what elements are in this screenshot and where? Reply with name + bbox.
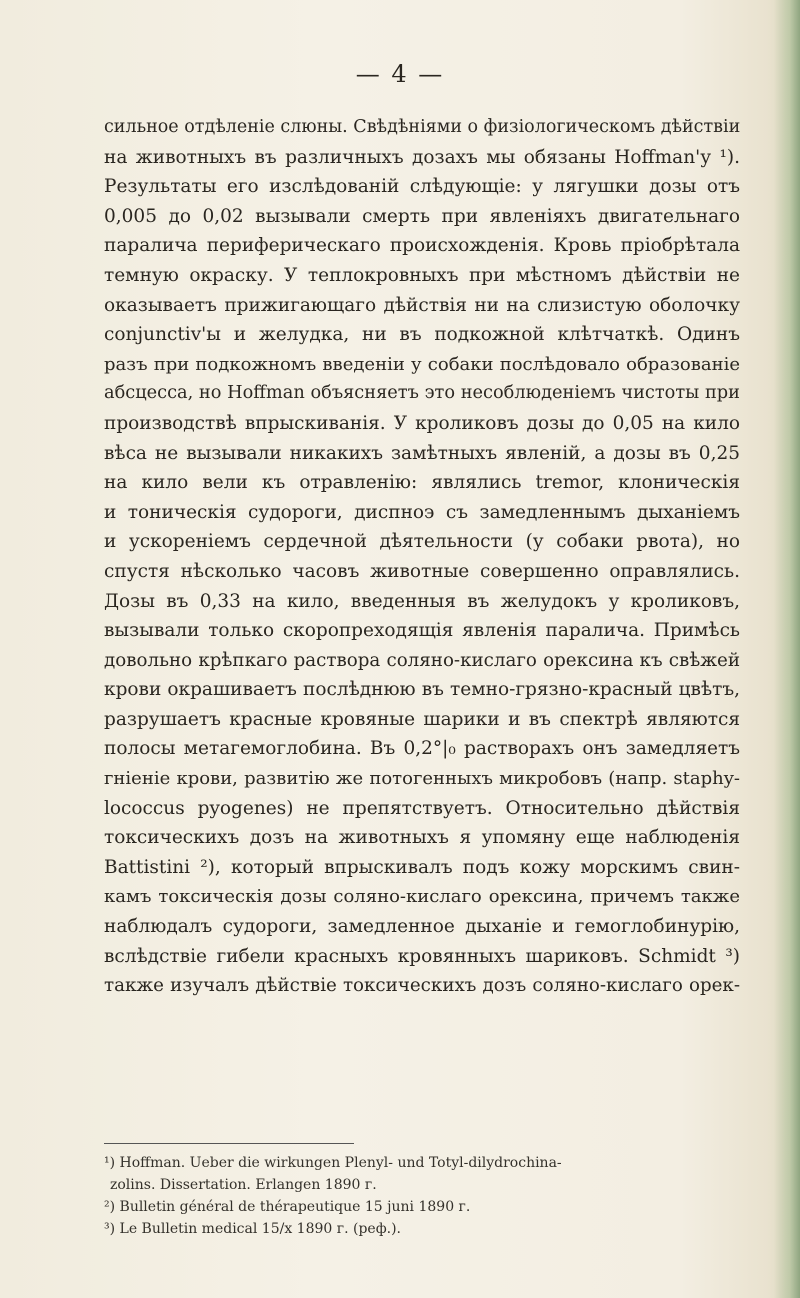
footnote-rule bbox=[104, 1143, 354, 1144]
text-line: оказываетъ прижигающаго дѣйствія ни на слизистую оболочку bbox=[104, 294, 740, 316]
text-line: паралича периферическаго происхожденія. Кровь пріобрѣтала bbox=[104, 235, 740, 257]
text-line: вѣса не вызывали никакихъ замѣтныхъ явленій, а дозы въ 0,25 bbox=[104, 442, 740, 464]
text-line: Battistini ²), который впрыскивалъ подъ кожу морскимъ свин- bbox=[104, 856, 740, 878]
text-line: разрушаетъ красные кровяные шарики и въ спектрѣ являются bbox=[104, 708, 740, 730]
footnote-1-continued: zolins. Dissertation. Erlangen 1890 г. bbox=[110, 1177, 377, 1193]
text-line: вслѣдствіе гибели красныхъ кровянныхъ шариковъ. Schmidt ³) bbox=[104, 945, 740, 967]
text-line: Результаты его изслѣдованій слѣдующіе: у лягушки дозы отъ bbox=[104, 176, 740, 198]
footnote-1: ¹) Hoffman. Ueber die wirkungen Plenyl- und Totyl-dilydrochina- bbox=[104, 1155, 562, 1171]
footnote-2: ²) Bulletin général de thérapeutique 15 juni 1890 г. bbox=[104, 1199, 471, 1215]
text-line: полосы метагемоглобина. Въ 0,2°|₀ растворахъ онъ замедляетъ bbox=[104, 738, 740, 760]
text-line: спустя нѣсколько часовъ животные совершенно оправлялись. bbox=[104, 560, 740, 582]
text-line: lococcus pyogenes) не препятствуетъ. Относительно дѣйствія bbox=[104, 797, 740, 819]
page-edge-shadow bbox=[774, 0, 800, 1298]
text-line: вызывали только скоропреходящія явленія паралича. Примѣсь bbox=[104, 620, 740, 642]
text-line: также изучалъ дѣйствіе токсическихъ дозъ соляно-кислаго орек- bbox=[104, 975, 740, 997]
text-line: довольно крѣпкаго раствора соляно-кислаго орексина къ свѣжей bbox=[104, 649, 740, 671]
text-line: производствѣ впрыскиванія. У кроликовъ дозы до 0,05 на кило bbox=[104, 412, 740, 434]
text-line: на кило вели къ отравленію: являлись tremor, клоническія bbox=[104, 472, 740, 494]
text-line: на животныхъ въ различныхъ дозахъ мы обязаны Hoffman'у ¹). bbox=[104, 146, 740, 168]
text-line: абсцесса, но Hoffman объясняетъ это несоблюденіемъ чистоты при bbox=[104, 383, 740, 404]
text-line: крови окрашиваетъ послѣднюю въ темно-грязно-красный цвѣтъ, bbox=[104, 679, 740, 701]
text-line: темную окраску. У теплокровныхъ при мѣстномъ дѣйствіи не bbox=[104, 264, 740, 286]
text-line: камъ токсическія дозы соляно-кислаго орексина, причемъ также bbox=[104, 886, 740, 908]
footnotes bbox=[104, 1152, 740, 1240]
text-line: и тоническія судороги, диспноэ съ замедленнымъ дыханіемъ bbox=[104, 501, 740, 523]
page-number: — 4 — bbox=[355, 60, 445, 88]
body-text bbox=[104, 113, 740, 1001]
footnote-3: ³) Le Bulletin medical 15/x 1890 г. (реф.). bbox=[104, 1221, 402, 1237]
text-line: 0,005 до 0,02 вызывали смерть при явленіяхъ двигательнаго bbox=[104, 205, 740, 227]
text-line: Дозы въ 0,33 на кило, введенныя въ желудокъ у кроликовъ, bbox=[104, 590, 740, 612]
text-line: наблюдалъ судороги, замедленное дыханіе и гемоглобинурію, bbox=[104, 916, 740, 938]
text-line: токсическихъ дозъ на животныхъ я упомяну еще наблюденія bbox=[104, 827, 740, 849]
text-line: и ускореніемъ сердечной дѣятельности (у собаки рвота), но bbox=[104, 531, 740, 553]
text-line: гніеніе крови, развитію же потогенныхъ микробовъ (напр. staphy- bbox=[104, 768, 740, 790]
text-line: сильное отдѣленіе слюны. Свѣдѣніями о физіологическомъ дѣйствіи bbox=[104, 117, 741, 137]
text-line: разъ при подкожномъ введеніи у собаки послѣдовало образованіе bbox=[104, 353, 740, 375]
text-line: conjunctiv'ы и желудка, ни въ подкожной клѣтчаткѣ. Одинъ bbox=[104, 324, 740, 346]
